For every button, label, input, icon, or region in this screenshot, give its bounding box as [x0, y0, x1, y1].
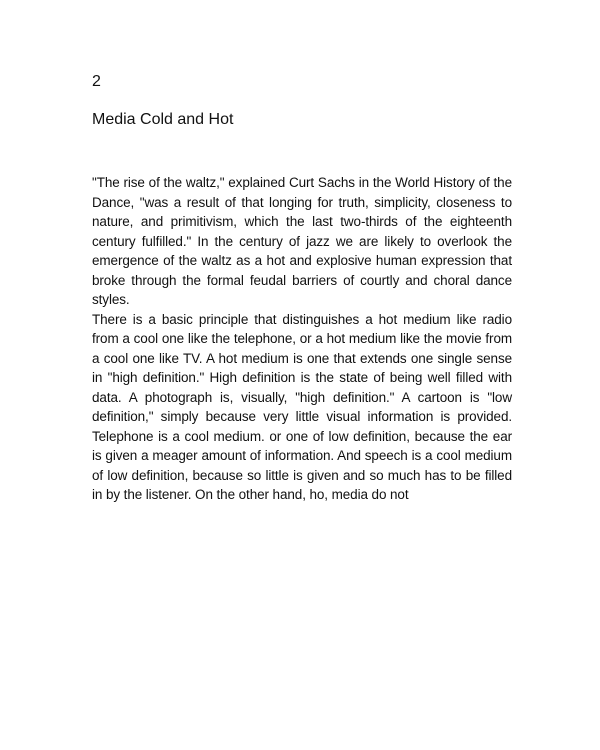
body-text [92, 173, 512, 505]
paragraph-waltz: "The rise of the waltz," explained Curt Sachs in the World History of the Dance, "was a result of that longing for truth, simplicity, closeness to nature, and primitivism, which the last two-thirds of the eighteenth century fulfilled." In the century of jazz we are likely to overlook the emergence of the waltz as a hot and explosive human expression that broke through the formal feudal barriers of courtly and choral dance styles. [92, 175, 512, 307]
chapter-number: 2 [92, 73, 101, 90]
paragraph-hot-cool-principle: There is a basic principle that distinguishes a hot medium like radio from a cool one like the telephone, or a hot medium like the movie from a cool one like TV. A hot medium is one that extends one single sense in "high definition." High definition is the state of being well filled with data. A photograph is, visually, "high definition." A cartoon is "low definition," simply because very little visual information is provided. Telephone is a cool medium. or one of low definition, because the ear is given a meager amount of information. And speech is a cool medium of low definition, because so little is given and so much has to be filled in by the listener. On the other hand, ho, media do not [92, 311, 512, 502]
chapter-title: Media Cold and Hot [92, 111, 234, 128]
